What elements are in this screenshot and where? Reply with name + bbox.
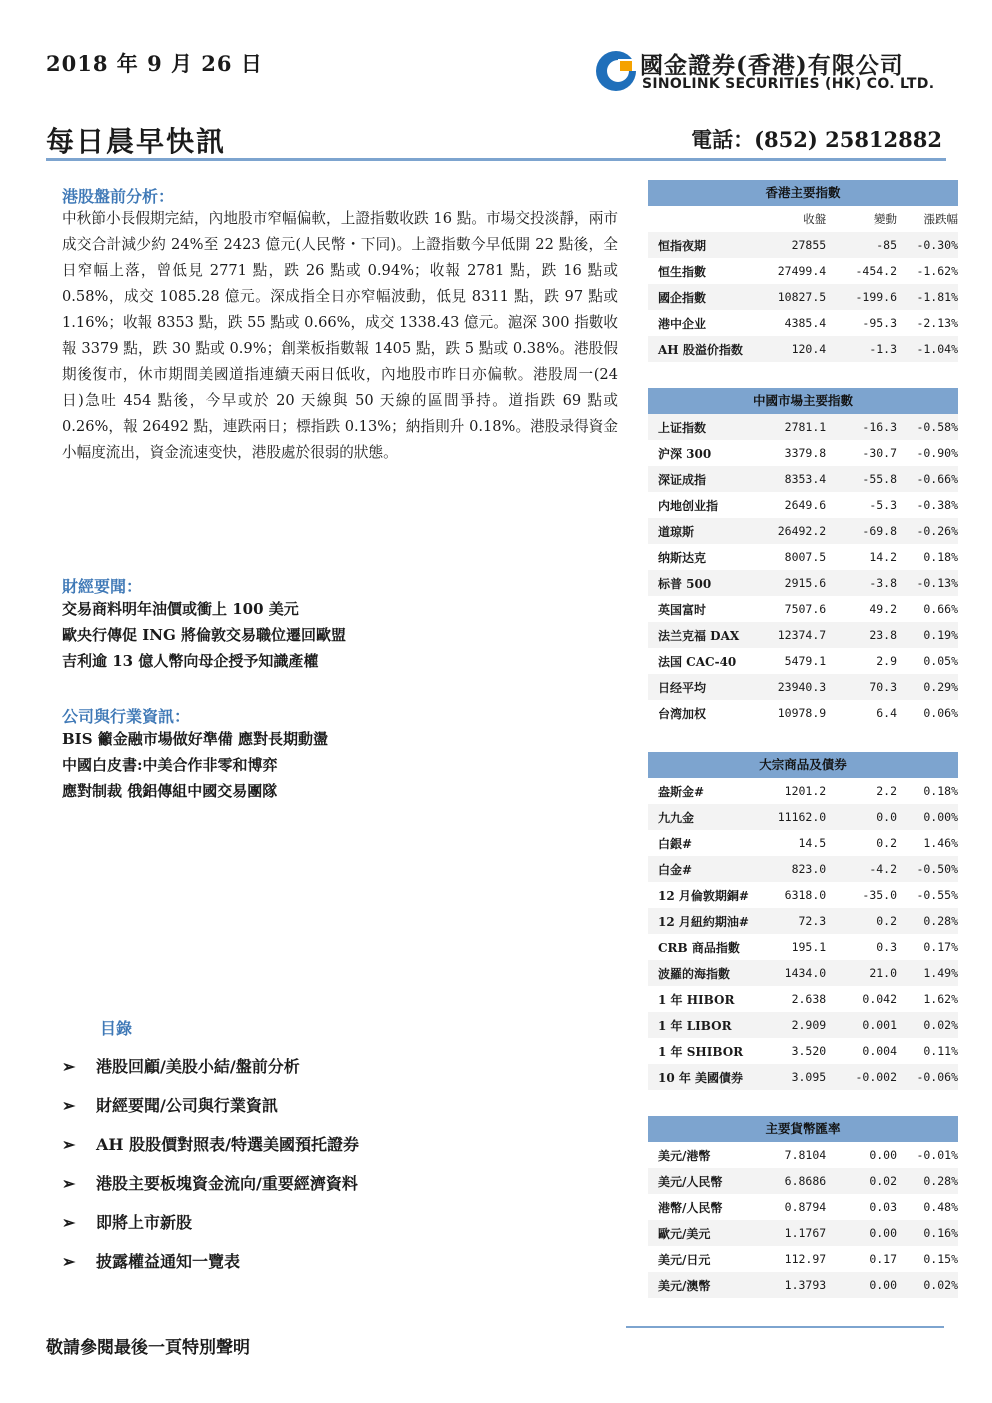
table-row (648, 1168, 958, 1194)
close-value: 823.0 (791, 862, 827, 876)
table-row (648, 908, 958, 934)
pct-change-value: 1.62% (923, 992, 958, 1006)
row-label: 法兰克福 DAX (658, 628, 740, 643)
pct-change-value: 0.02% (923, 1018, 958, 1032)
pct-change-value: 0.11% (923, 1044, 958, 1058)
pct-change-value: 0.18% (923, 550, 958, 564)
close-value: 2.638 (791, 992, 827, 1006)
toc-item[interactable]: ➢ 港股回顧/美股小結/盤前分析 (62, 1057, 300, 1076)
pct-change-value: -0.50% (916, 862, 958, 876)
pct-change-value: -1.04% (916, 342, 958, 356)
footer-divider (626, 1326, 944, 1328)
table-row (648, 934, 958, 960)
pct-change-value: 0.15% (923, 1252, 958, 1266)
panel-title: 大宗商品及債券 (648, 752, 958, 778)
pct-change-value: -0.13% (916, 576, 958, 590)
change-value: -454.2 (855, 264, 898, 278)
column-header-row (648, 206, 958, 232)
close-value: 7.8104 (784, 1148, 827, 1162)
pct-change-value: -0.90% (916, 446, 958, 460)
row-label: 1 年 LIBOR (658, 1018, 732, 1033)
close-value: 1434.0 (784, 966, 827, 980)
row-label: 12 月紐約期油# (658, 914, 749, 929)
table-row (648, 986, 958, 1012)
pct-change-value: 1.46% (923, 836, 958, 850)
change-value: 0.004 (862, 1044, 898, 1058)
change-value: -4.2 (869, 862, 898, 876)
change-value: 2.9 (876, 654, 898, 668)
company-news-list (62, 726, 328, 804)
row-label: 白金# (658, 862, 693, 877)
change-value: 21.0 (869, 966, 898, 980)
row-label: 白銀# (658, 836, 693, 851)
close-value: 72.3 (798, 914, 827, 928)
row-label: 美元/港幣 (658, 1148, 711, 1163)
row-label: 美元/日元 (658, 1252, 711, 1267)
pct-change-value: 0.19% (923, 628, 958, 642)
pct-change-value: 0.05% (923, 654, 958, 668)
table-row (648, 570, 958, 596)
pct-change-value: -0.66% (916, 472, 958, 486)
change-value: -55.8 (862, 472, 898, 486)
pct-change-value: 0.02% (923, 1278, 958, 1292)
close-value: 3.095 (791, 1070, 827, 1084)
change-value: 14.2 (869, 550, 898, 564)
news-item[interactable]: 中國白皮書:中美合作非零和博弈 (62, 756, 278, 774)
change-value: 2.2 (876, 784, 898, 798)
row-label: 歐元/美元 (658, 1226, 711, 1241)
table-row (648, 1272, 958, 1298)
close-value: 112.97 (784, 1252, 827, 1266)
change-value: -35.0 (862, 888, 898, 902)
table-row (648, 284, 958, 310)
table-row (648, 414, 958, 440)
row-label: 港中企业 (658, 316, 707, 331)
column-header: 變動 (874, 212, 898, 226)
table-row (648, 544, 958, 570)
pct-change-value: 0.00% (923, 810, 958, 824)
row-label: 國企指數 (658, 290, 707, 305)
toc-item[interactable]: ➢ 港股主要板塊資金流向/重要經濟資料 (62, 1174, 358, 1193)
arrow-bullet-icon: ➢ (62, 1213, 76, 1232)
change-value: 0.00 (869, 1278, 898, 1292)
pct-change-value: 0.29% (923, 680, 958, 694)
table-row (648, 622, 958, 648)
close-value: 10827.5 (777, 290, 827, 304)
table-row (648, 674, 958, 700)
table-row (648, 492, 958, 518)
hk-analysis-heading: 港股盤前分析： (62, 187, 175, 206)
panel-title: 主要貨幣匯率 (648, 1116, 958, 1142)
row-label: 1 年 SHIBOR (658, 1044, 744, 1059)
arrow-bullet-icon: ➢ (62, 1135, 76, 1154)
pct-change-value: -0.26% (916, 524, 958, 538)
close-value: 23940.3 (777, 680, 827, 694)
pct-change-value: 0.17% (923, 940, 958, 954)
news-item[interactable]: 歐央行傳促 ING 將倫敦交易職位遷回歐盟 (62, 626, 346, 644)
pct-change-value: -1.62% (916, 264, 958, 278)
report-title: 每日晨早快訊 (46, 125, 227, 158)
row-label: 九九金 (658, 810, 695, 825)
change-value: 49.2 (869, 602, 898, 616)
close-value: 1.3793 (784, 1278, 827, 1292)
row-label: 10 年 美國債券 (658, 1070, 744, 1085)
arrow-bullet-icon: ➢ (62, 1096, 76, 1115)
pct-change-value: 0.18% (923, 784, 958, 798)
arrow-bullet-icon: ➢ (62, 1174, 76, 1193)
pct-change-value: -1.81% (916, 290, 958, 304)
table-row (648, 700, 958, 726)
table-row (648, 336, 958, 362)
pct-change-value: -0.55% (916, 888, 958, 902)
change-value: -95.3 (862, 316, 898, 330)
close-value: 10978.9 (777, 706, 827, 720)
change-value: -0.002 (855, 1070, 898, 1084)
news-item[interactable]: 應對制裁 俄鋁傳組中國交易團隊 (62, 782, 278, 800)
row-label: 英国富时 (658, 602, 707, 617)
change-value: 0.2 (876, 914, 898, 928)
change-value: -5.3 (869, 498, 898, 512)
toc-item[interactable]: ➢ 即將上市新股 (62, 1213, 193, 1232)
row-label: 日经平均 (658, 680, 707, 695)
row-label: 港幣/人民幣 (658, 1200, 723, 1215)
sinolink-logo-icon (594, 49, 638, 93)
panel-title: 香港主要指數 (648, 180, 958, 206)
close-value: 2915.6 (784, 576, 827, 590)
change-value: 0.00 (869, 1148, 898, 1162)
close-value: 2649.6 (784, 498, 827, 512)
table-row (648, 1012, 958, 1038)
news-item[interactable]: BIS 籲金融市場做好準備 應對長期動盪 (62, 730, 328, 748)
pct-change-value: -0.06% (916, 1070, 958, 1084)
close-value: 2.909 (791, 1018, 827, 1032)
close-value: 4385.4 (784, 316, 827, 330)
close-value: 6318.0 (784, 888, 827, 902)
close-value: 12374.7 (777, 628, 827, 642)
row-label: AH 股溢价指数 (658, 342, 743, 357)
change-value: 70.3 (869, 680, 898, 694)
close-value: 195.1 (791, 940, 827, 954)
change-value: -1.3 (869, 342, 898, 356)
toc-heading: 目錄 (100, 1019, 133, 1038)
pct-change-value: -0.30% (916, 238, 958, 252)
hk-indices-panel (648, 180, 958, 362)
row-label: 沪深 300 (658, 446, 712, 461)
close-value: 8353.4 (784, 472, 827, 486)
row-label: 1 年 HIBOR (658, 992, 735, 1007)
change-value: 0.001 (862, 1018, 898, 1032)
pct-change-value: 0.28% (923, 914, 958, 928)
change-value: 0.17 (869, 1252, 898, 1266)
fx-panel (648, 1116, 958, 1298)
table-row (648, 258, 958, 284)
finance-news-heading: 財經要聞： (62, 577, 143, 596)
toc-item[interactable]: ➢ 披露權益通知一覽表 (62, 1252, 241, 1271)
row-label: 美元/人民幣 (658, 1174, 723, 1189)
table-row (648, 778, 958, 804)
row-label: 台湾加权 (658, 706, 707, 721)
row-label: 上证指数 (658, 420, 707, 435)
close-value: 3.520 (791, 1044, 827, 1058)
table-row (648, 440, 958, 466)
pct-change-value: 0.66% (923, 602, 958, 616)
arrow-bullet-icon: ➢ (62, 1057, 76, 1076)
company-name-en: SINOLINK SECURITIES (HK) CO. LTD. (642, 76, 935, 92)
pct-change-value: 1.49% (923, 966, 958, 980)
pct-change-value: -0.38% (916, 498, 958, 512)
change-value: 0.02 (869, 1174, 898, 1188)
row-label: 标普 500 (658, 576, 712, 591)
change-value: 0.3 (876, 940, 898, 954)
table-row (648, 466, 958, 492)
row-label: 内地创业指 (658, 498, 719, 513)
change-value: -3.8 (869, 576, 898, 590)
company-name-cn: 國金證券(香港)有限公司 (640, 52, 904, 79)
close-value: 14.5 (798, 836, 827, 850)
row-label: 波羅的海指數 (658, 966, 731, 981)
table-row (648, 882, 958, 908)
table-row (648, 1246, 958, 1272)
row-label: 美元/澳幣 (658, 1278, 711, 1293)
change-value: 0.0 (876, 810, 898, 824)
table-row (648, 1064, 958, 1090)
change-value: 0.00 (869, 1226, 898, 1240)
header-divider (46, 158, 946, 161)
finance-news-list (62, 596, 346, 674)
change-value: -69.8 (862, 524, 898, 538)
phone-number: 電話：(852) 25812882 (691, 127, 942, 152)
change-value: -16.3 (862, 420, 898, 434)
change-value: 23.8 (869, 628, 898, 642)
report-date: 2018 年 9 月 26 日 (46, 51, 263, 76)
toc-item[interactable]: ➢ AH 股股價對照表/特選美國預托證券 (62, 1135, 359, 1154)
row-label: 恒指夜期 (658, 238, 707, 253)
table-row (648, 1220, 958, 1246)
close-value: 11162.0 (777, 810, 827, 824)
arrow-bullet-icon: ➢ (62, 1252, 76, 1271)
row-label: 盎斯金# (658, 784, 705, 799)
change-value: 0.03 (869, 1200, 898, 1214)
news-item[interactable]: 吉利逾 13 億人幣向母企授予知識產權 (62, 652, 319, 670)
table-row (648, 648, 958, 674)
table-row (648, 856, 958, 882)
close-value: 27855 (791, 238, 827, 252)
row-label: 道琼斯 (658, 524, 695, 539)
close-value: 3379.8 (784, 446, 827, 460)
table-row (648, 1142, 958, 1168)
panel-title: 中國市場主要指數 (648, 388, 958, 414)
company-news-heading: 公司與行業資訊： (62, 707, 191, 726)
table-row (648, 1038, 958, 1064)
pct-change-value: 0.16% (923, 1226, 958, 1240)
table-row (648, 960, 958, 986)
table-row (648, 596, 958, 622)
table-row (648, 310, 958, 336)
change-value: 0.042 (862, 992, 898, 1006)
row-label: 恒生指數 (658, 264, 707, 279)
close-value: 120.4 (791, 342, 827, 356)
pct-change-value: -0.58% (916, 420, 958, 434)
close-value: 26492.2 (777, 524, 827, 538)
close-value: 7507.6 (784, 602, 827, 616)
close-value: 1201.2 (784, 784, 827, 798)
close-value: 8007.5 (784, 550, 827, 564)
close-value: 2781.1 (784, 420, 827, 434)
pct-change-value: 0.06% (923, 706, 958, 720)
commodities-panel (648, 752, 958, 1090)
column-header: 漲跌幅 (923, 212, 958, 226)
disclaimer-text: 敬請參閱最後一頁特別聲明 (46, 1338, 250, 1358)
news-item[interactable]: 交易商料明年油價或衝上 100 美元 (62, 600, 299, 618)
toc-item[interactable]: ➢ 財經要聞/公司與行業資訊 (62, 1096, 278, 1115)
table-row (648, 830, 958, 856)
pct-change-value: 0.28% (923, 1174, 958, 1188)
change-value: -199.6 (855, 290, 898, 304)
row-label: 法国 CAC-40 (658, 654, 737, 669)
cn-indices-panel (648, 388, 958, 726)
close-value: 6.8686 (784, 1174, 827, 1188)
change-value: -30.7 (862, 446, 898, 460)
row-label: 12 月倫敦期銅# (658, 888, 749, 903)
table-row (648, 518, 958, 544)
hk-analysis-text: 中秋節小長假期完結，內地股市窄幅偏軟，上證指數收跌 16 點。市場交投淡靜，兩市成交合計減少約 24%至 2423 億元(人民幣・下同)。上證指數今早低開 22 點後，全日窄幅上落，曾低見 2771 點，跌 26 點或 0.94%；收報 2781 點，跌 16 點或 0.58%，成交 1085.28 億元。深成指全日亦窄幅波動，低見 8311 點，跌 97 點或 1.16%；收報 8353 點，跌 55 點或 0.66%，成交 1338.43 億元。滬深 300 指數收報 3379 點，跌 30 點或 0.9%；創業板指數報 1405 點，跌 5 點或 0.38%。港股假期後復市，休市期間美國道指連續天兩日低收，內地股市昨日亦偏軟。港股周一(24 日)急吐 454 點後，今早或於 20 天線與 50 天線的區間爭持。道指跌 69 點或 0.26%，報 26492 點，連跌兩日；標指跌 0.13%；納指則升 0.18%。港股录得資金小幅度流出，資金流速变快，港股處於很弱的狀態。 (62, 210, 618, 461)
pct-change-value: 0.48% (923, 1200, 958, 1214)
row-label: 纳斯达克 (658, 550, 707, 565)
change-value: -85 (876, 238, 898, 252)
close-value: 5479.1 (784, 654, 827, 668)
close-value: 0.8794 (784, 1200, 827, 1214)
change-value: 6.4 (876, 706, 898, 720)
change-value: 0.2 (876, 836, 898, 850)
column-header: 收盤 (803, 212, 827, 226)
row-label: 深证成指 (658, 472, 707, 487)
pct-change-value: -2.13% (916, 316, 958, 330)
close-value: 27499.4 (777, 264, 827, 278)
table-row (648, 232, 958, 258)
table-row (648, 1194, 958, 1220)
close-value: 1.1767 (784, 1226, 827, 1240)
pct-change-value: -0.01% (916, 1148, 958, 1162)
row-label: CRB 商品指數 (658, 940, 740, 955)
table-row (648, 804, 958, 830)
